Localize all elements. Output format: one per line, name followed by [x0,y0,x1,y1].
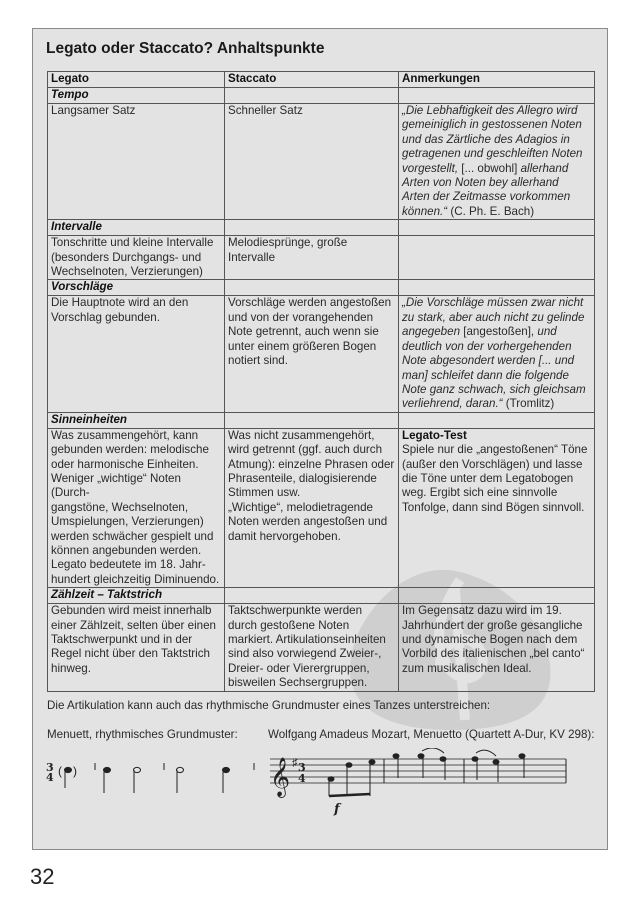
section-title: Vorschläge [48,280,225,296]
legato-test-text: Spiele nur die „angestoßenen“ Töne (außer den Vorschlägen) und lasse die Töne unter dem Legatobogen weg. Ergibt sich eine sinnvolle Tonfolge, dann sind Bögen sinnvoll. [402,443,588,514]
intro-text: Die Artikulation kann auch das rhythmische Grundmuster eines Tanzes unterstreichen: [47,699,491,712]
quote: „Die Lebhaftigkeit des Allegro wird gemeiniglich in gestossenen Noten und das Zärtliche des Adagios in getragenen und geschleiften Noten vorgestellt, [402,104,583,175]
section-title: Intervalle [48,220,225,236]
table-header-row [48,72,595,88]
legato-test-title: Legato-Test [402,428,467,442]
legato-cell: Tonschritte und kleine Intervalle (besonders Durchgangs- und Wechselnoten, Verzierungen) [48,236,225,280]
dynamic-forte: f [334,802,340,817]
staccato-cell: Schneller Satz [225,104,399,220]
page-title: Legato oder Staccato? Anhaltspunkte [46,40,325,57]
legato-cell: Die Hauptnote wird an den Vorschlag gebunden. [48,296,225,412]
svg-text:): ) [73,764,77,778]
section-row-vorschlaege [48,280,595,296]
table-row [48,428,595,587]
section-title: Tempo [48,88,225,104]
quote: „Die Vorschläge müssen zwar nicht zu stark, aber auch nicht zu gelinde angegeben [402,296,585,339]
header-legato: Legato [48,72,225,88]
svg-text:(: ( [58,764,62,778]
legato-cell: Was zusammengehört, kann gebunden werden: melodische oder harmonische Einheiten. Weniger „wichtige“ Noten (Durch- gangstöne, Wechselnoten, Umspielungen, Verzierungen) werden schwächer gespielt und können angebunden werden. Legato bedeutete im 18. Jahr- hundert gleichzeitig Diminuendo. [48,428,225,587]
example-left-label: Menuett, rhythmisches Grundmuster: [47,728,238,741]
section-title: Sinneinheiten [48,412,225,428]
music-examples [44,748,604,818]
note-cell [399,428,595,587]
note-cell: Im Gegensatz dazu wird im 19. Jahrhundert der große gesangliche und dynamische Bogen nach dem Vorbild des italienischen „bel canto“ zum musikalischen Ideal. [399,604,595,691]
quote-insert: [angestoßen], [460,325,538,339]
section-row-intervalle [48,220,595,236]
quote-source: (Tromlitz) [502,397,555,411]
table-row [48,604,595,691]
legato-cell: Gebunden wird meist innerhalb einer Zählzeit, selten über einen Taktschwerpunkt und in der Regel nicht über den Taktstrich hinweg. [48,604,225,691]
svg-text:♯: ♯ [292,757,298,769]
articulation-table [47,71,595,692]
quote: allerhand Arten von Noten bey allerhand Arten der Zeitmasse vorkommen können.“ [402,161,571,218]
table-row [48,236,595,280]
section-row-zaehlzeit [48,588,595,604]
section-row-sinneinheiten [48,412,595,428]
staccato-cell: Melodiesprünge, große Intervalle [225,236,399,280]
quote-insert: [... obwohl] [458,161,521,175]
staccato-cell: Was nicht zusammengehört, wird getrennt (ggf. auch durch Atmung): einzelne Phrasen oder Phrasenteile, dialogisierende Stimmen usw. „Wichtige“, melodietragende Noten werden angestoßen und damit hervorgehoben. [225,428,399,587]
time-sig-bottom: 4 [46,771,54,784]
note-cell [399,236,595,280]
staccato-cell: Taktschwerpunkte werden durch gestoßene Noten markiert. Artikulationseinheiten sind also vorwiegend Zweier-, Dreier- oder Vierergruppen, bisweilen Sechsergruppen. [225,604,399,691]
section-title: Zählzeit – Taktstrich [48,588,225,604]
svg-text:4: 4 [298,772,306,785]
section-row-tempo [48,88,595,104]
page-number: 32 [30,864,55,889]
header-anmerkungen: Anmerkungen [399,72,595,88]
time-sig-top: 3 [46,761,54,774]
svg-text:3: 3 [298,761,306,774]
table-row [48,296,595,412]
table-row [48,104,595,220]
rhythm-pattern [46,761,254,793]
quote: und deutlich von der vorhergehenden Note abgesondert werden [... und man] schleifet dann die folgende Note ganz schwach, sich gleichsam verliehrend, daran.“ [402,325,586,411]
treble-clef-icon: 𝄞 [270,758,291,796]
example-right-label: Wolfgang Amadeus Mozart, Menuetto (Quartett A-Dur, KV 298): [268,728,595,741]
mozart-excerpt [270,748,566,817]
legato-cell: Langsamer Satz [48,104,225,220]
note-cell [399,296,595,412]
staccato-cell: Vorschläge werden angestoßen und von der vorangehenden Note getrennt, auch wenn sie unter einem größeren Bogen notiert sind. [225,296,399,412]
header-staccato: Staccato [225,72,399,88]
note-cell [399,104,595,220]
quote-source: (C. Ph. E. Bach) [447,204,535,218]
